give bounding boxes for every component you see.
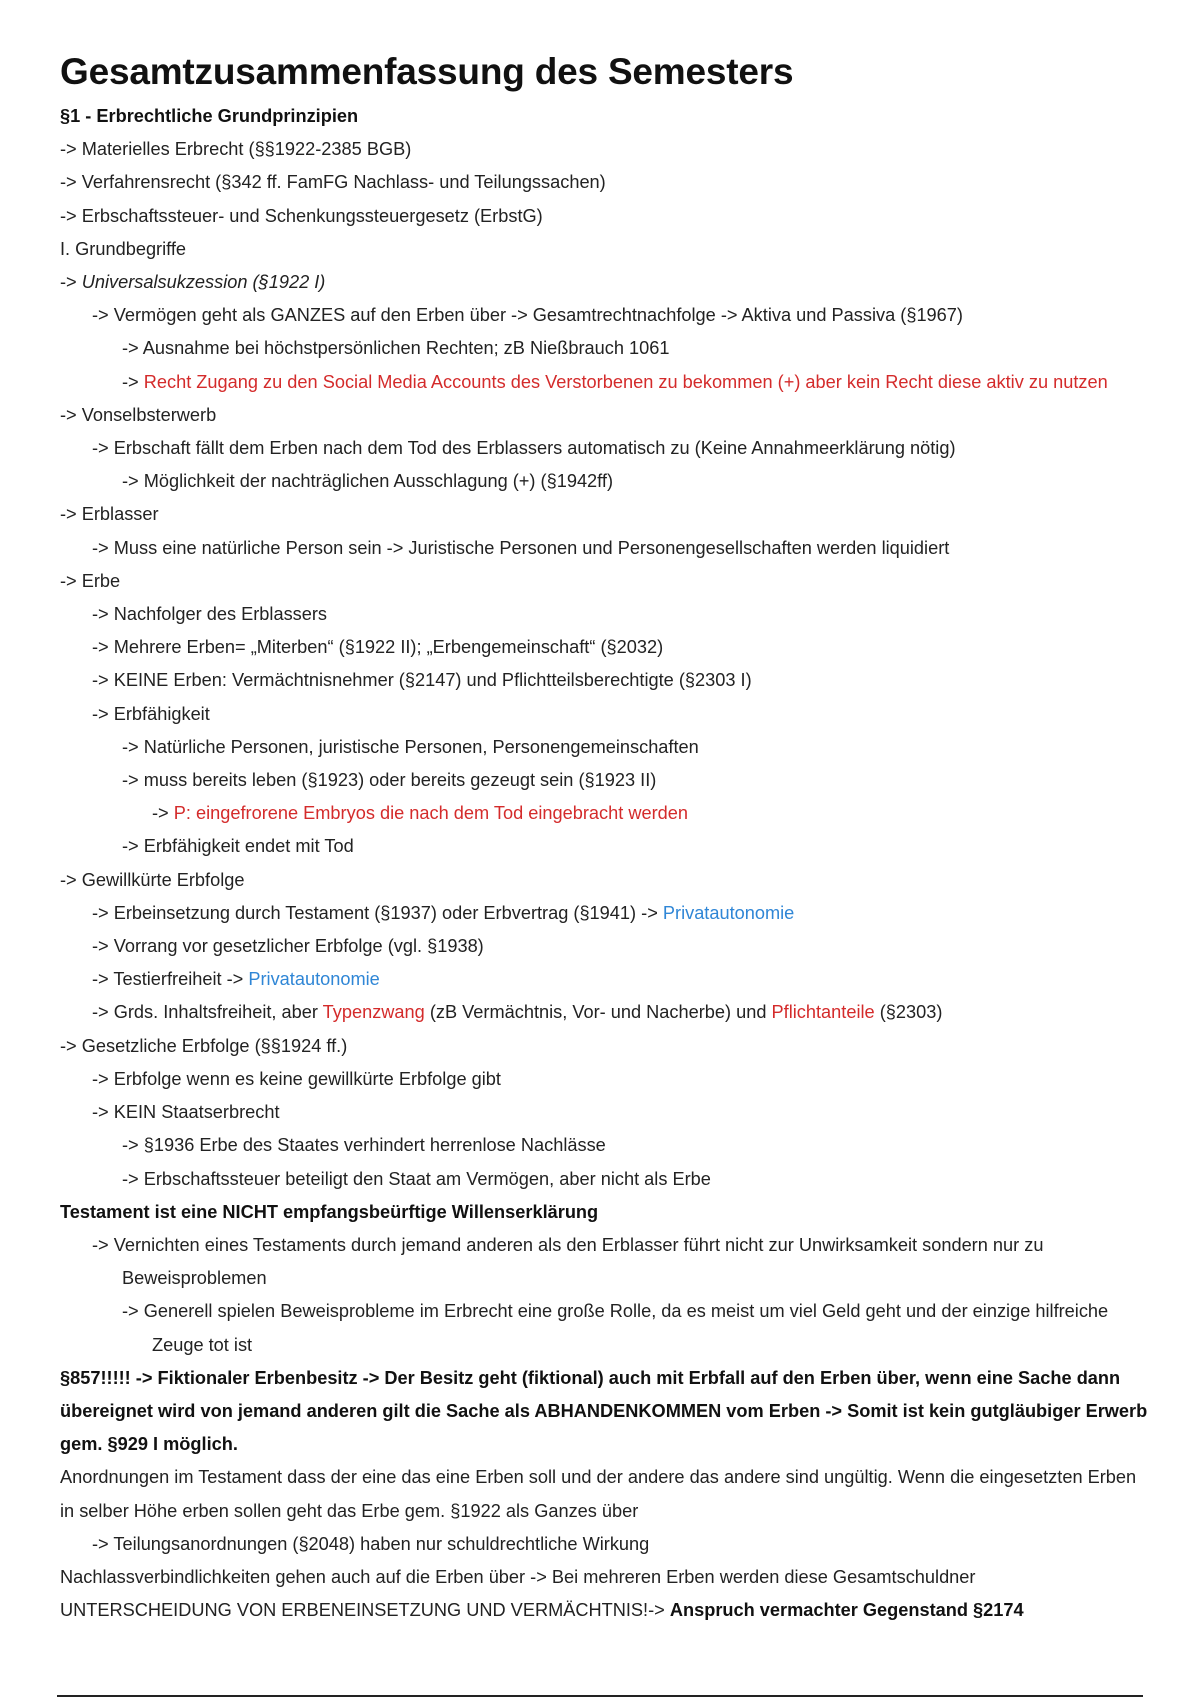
note-line: -> §1936 Erbe des Staates verhindert herrenlose Nachlässe bbox=[122, 1135, 606, 1156]
note-line: -> Testierfreiheit -> Privatautonomie bbox=[92, 969, 380, 990]
note-line: -> Ausnahme bei höchstpersönlichen Rechten; zB Nießbrauch 1061 bbox=[122, 338, 670, 359]
note-line: -> Erbeinsetzung durch Testament (§1937) oder Erbvertrag (§1941) -> Privatautonomie bbox=[92, 902, 795, 923]
note-line-highlight: -> Recht Zugang zu den Social Media Accounts des Verstorbenen zu bekommen (+) aber kein Recht diese aktiv zu nutzen bbox=[122, 371, 1108, 392]
note-line: -> Vorrang vor gesetzlicher Erbfolge (vgl. §1938) bbox=[92, 936, 484, 957]
note-line: -> Erbfähigkeit bbox=[92, 703, 210, 724]
note-line: -> Natürliche Personen, juristische Personen, Personengemeinschaften bbox=[122, 736, 699, 757]
note-line: -> Generell spielen Beweisprobleme im Erbrecht eine große Rolle, da es meist um viel Geld geht und der einzige hilfreiche Zeuge tot ist bbox=[122, 1301, 1109, 1355]
note-line: -> KEIN Staatserbrecht bbox=[92, 1102, 280, 1123]
note-line: -> Erbfähigkeit endet mit Tod bbox=[122, 836, 354, 857]
topic-erblasser: -> Erblasser bbox=[60, 504, 159, 525]
topic-testament: Testament ist eine NICHT empfangsbeürftige Willenserklärung bbox=[60, 1201, 599, 1222]
note-line: -> Nachfolger des Erblassers bbox=[92, 604, 328, 625]
paragraph-857: §857!!!!! -> Fiktionaler Erbenbesitz -> Der Besitz geht (fiktional) auch mit Erbfall auf den Erben über, wenn eine Sache dann übereignet wird von jemand anderen gilt die Sache als ABHANDENKOMMEN vom Erben -> Somit ist kein gutgläubiger Erwerb gem. §929 I möglich. bbox=[60, 1367, 1148, 1455]
source-line: -> Verfahrensrecht (§342 ff. FamFG Nachlass- und Teilungssachen) bbox=[60, 172, 606, 193]
note-line: -> Vernichten eines Testaments durch jemand anderen als den Erblasser führt nicht zur Unwirksamkeit sondern nur zu Beweisproblemen bbox=[92, 1234, 1044, 1289]
topic-title: Universalsukzession (§1922 I) bbox=[81, 272, 326, 293]
source-line: -> Erbschaftssteuer- und Schenkungssteuergesetz (ErbstG) bbox=[60, 205, 543, 226]
subsection-heading: I. Grundbegriffe bbox=[60, 238, 187, 259]
document-page bbox=[60, 50, 1150, 1627]
note-line: -> Muss eine natürliche Person sein -> Juristische Personen und Personengesellschaften werden liquidiert bbox=[92, 537, 950, 558]
note-line: -> KEINE Erben: Vermächtnisnehmer (§2147) und Pflichtteilsberechtigte (§2303 I) bbox=[92, 670, 752, 691]
source-line: -> Materielles Erbrecht (§§1922-2385 BGB) bbox=[60, 139, 412, 160]
red-text: Recht Zugang zu den Social Media Accounts des Verstorbenen zu bekommen (+) aber kein Recht diese aktiv zu nutzen bbox=[143, 371, 1108, 392]
note-line: -> Teilungsanordnungen (§2048) haben nur schuldrechtliche Wirkung bbox=[92, 1533, 650, 1554]
page-title: Gesamtzusammenfassung des Semesters bbox=[60, 51, 794, 92]
topic-universalsukzession: -> Universalsukzession (§1922 I) bbox=[60, 272, 326, 293]
note-line: -> Vermögen geht als GANZES auf den Erben über -> Gesamtrechtnachfolge -> Aktiva und Passiva (§1967) bbox=[92, 305, 963, 326]
note-line: -> muss bereits leben (§1923) oder bereits gezeugt sein (§1923 II) bbox=[122, 770, 657, 791]
note-line: -> Mehrere Erben= „Miterben“ (§1922 II); „Erbengemeinschaft“ (§2032) bbox=[92, 637, 664, 658]
bold-text: Anspruch vermachter Gegenstand §2174 bbox=[669, 1600, 1024, 1621]
red-text: P: eingefrorene Embryos die nach dem Tod eingebracht werden bbox=[173, 803, 689, 824]
paragraph-unterscheidung: UNTERSCHEIDUNG VON ERBENEINSETZUNG UND VERMÄCHTNIS!-> Anspruch vermachter Gegenstand §2174 bbox=[60, 1600, 1024, 1621]
paragraph-nachlass: Nachlassverbindlichkeiten gehen auch auf die Erben über -> Bei mehreren Erben werden diese Gesamtschuldner bbox=[60, 1566, 976, 1587]
note-line: -> Erbschaft fällt dem Erben nach dem Tod des Erblassers automatisch zu (Keine Annahmeerklärung nötig) bbox=[92, 438, 956, 459]
blue-text: Privatautonomie bbox=[248, 969, 380, 990]
topic-gesetzliche-erbfolge: -> Gesetzliche Erbfolge (§§1924 ff.) bbox=[60, 1035, 348, 1056]
note-line-highlight: -> P: eingefrorene Embryos die nach dem Tod eingebracht werden bbox=[152, 803, 689, 824]
note-line: -> Erbschaftssteuer beteiligt den Staat am Vermögen, aber nicht als Erbe bbox=[122, 1168, 711, 1189]
note-line: -> Grds. Inhaltsfreiheit, aber Typenzwang (zB Vermächtnis, Vor- und Nacherbe) und Pflichtanteile (§2303) bbox=[92, 1002, 943, 1023]
red-text: Typenzwang bbox=[322, 1002, 425, 1023]
section-heading: §1 - Erbrechtliche Grundprinzipien bbox=[60, 106, 359, 126]
bottom-divider bbox=[57, 1695, 1143, 1697]
paragraph-anordnungen: Anordnungen im Testament dass der eine das eine Erben soll und der andere das andere sind ungültig. Wenn die eingesetzten Erben in selber Höhe erben sollen geht das Erbe gem. §1922 als Ganzes über bbox=[60, 1467, 1137, 1521]
note-line: -> Möglichkeit der nachträglichen Ausschlagung (+) (§1942ff) bbox=[122, 471, 614, 492]
note-line: -> Erbfolge wenn es keine gewillkürte Erbfolge gibt bbox=[92, 1068, 501, 1089]
red-text: Pflichtanteile bbox=[771, 1002, 875, 1023]
blue-text: Privatautonomie bbox=[662, 902, 795, 923]
topic-erbe: -> Erbe bbox=[60, 570, 121, 591]
topic-gewillkuerte-erbfolge: -> Gewillkürte Erbfolge bbox=[60, 869, 245, 890]
topic-vonselbsterwerb: -> Vonselbsterwerb bbox=[60, 404, 217, 425]
